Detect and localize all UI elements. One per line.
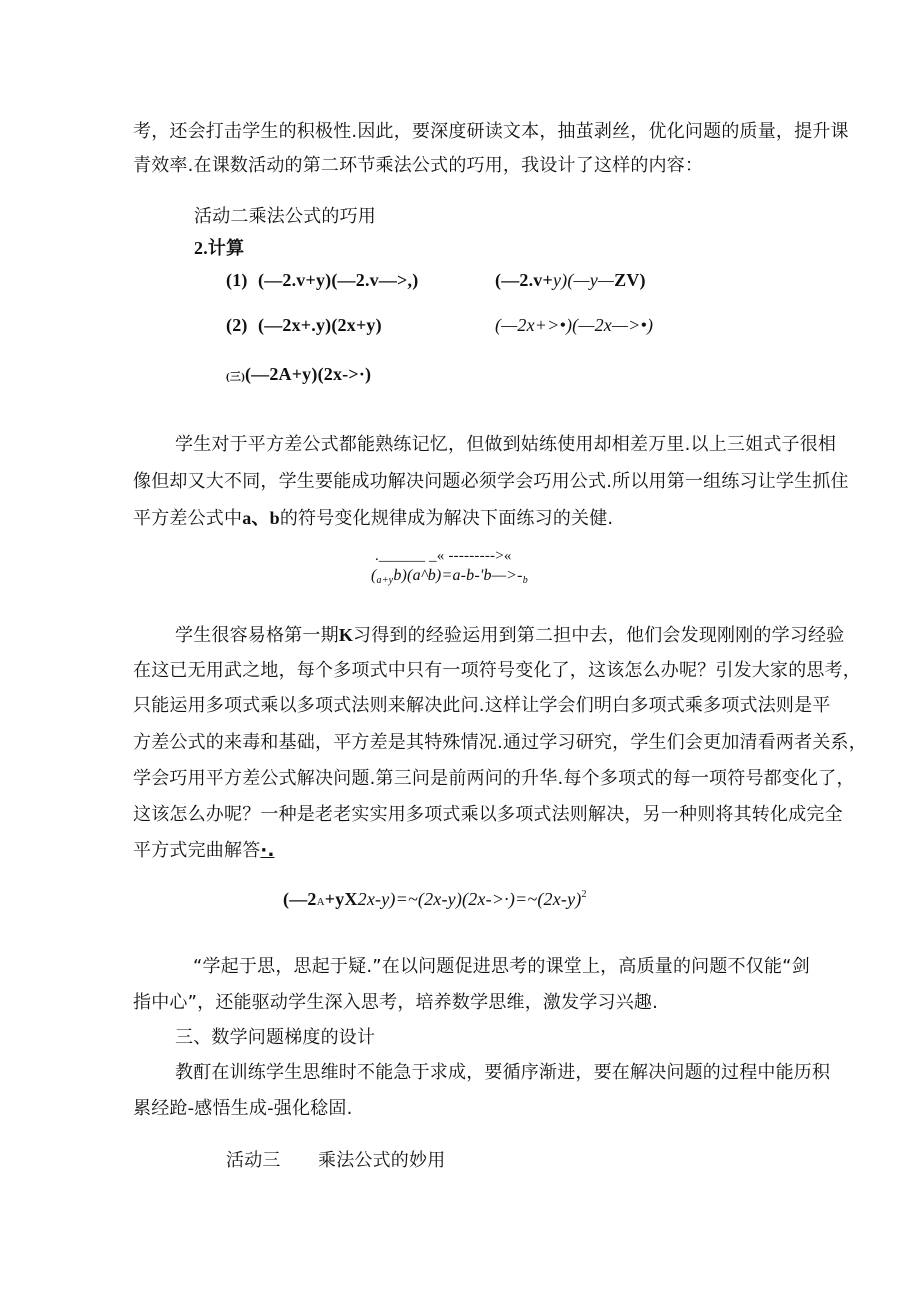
- formula1-body: b)(a^b)=a-b-'b—>-: [393, 567, 523, 584]
- item3-number: (三): [226, 371, 245, 383]
- formula2-part-d: 2x-y)=~(2x-y)(2x->·)=~(2x-y): [357, 889, 582, 909]
- item1-right-part-c: ZV): [614, 270, 646, 290]
- item2-number: (2): [226, 315, 248, 335]
- formula2-part-b: A: [316, 896, 325, 908]
- para2-line-2: 在这已无用武之地，每个多项式中只有一项符号变化了，这该怎么办呢？引发大家的思考，: [133, 660, 861, 681]
- formula1-expression: [371, 564, 528, 593]
- item1-right-part-a: (—2.v+: [495, 270, 553, 290]
- formula2-part-a: (—2: [283, 889, 317, 909]
- item1-right-part-b: y)(—y—: [552, 270, 615, 290]
- item1-number: (1): [226, 270, 248, 290]
- section3-heading: 三、数学问题梯度的设计: [175, 1027, 376, 1048]
- intro-line-2: 青效率.在课数活动的第二环节乘法公式的巧用，我设计了这样的内容：: [133, 155, 704, 176]
- section3-line-2: 累经跄-感悟生成-强化稔固.: [133, 1098, 353, 1119]
- para1-line-1: 学生对于平方差公式都能熟练记忆，但做到姑练使用却相差万里.以上三姐式子很相: [175, 434, 837, 455]
- para1-line-3-ab: a、b: [242, 508, 280, 528]
- formula2-sup: 2: [581, 889, 587, 900]
- para2-line-7-a: 平方式完曲解答: [133, 840, 261, 861]
- activity2-calc-label: 2.计算: [194, 238, 245, 258]
- para1-line-3-a: 平方差公式中: [133, 508, 243, 529]
- para2-line-3: 只能运用多项式乘以多项式法则来解决此问.这样让学会们明白多项式乘多项式法则是平: [133, 695, 831, 716]
- para2-line-1-k: K: [338, 625, 354, 645]
- para2-line-7-b: ·.: [260, 840, 275, 861]
- item3-expression: [226, 362, 371, 389]
- item2-right-expression: (—2x+>•)(—2x—>•): [495, 315, 654, 335]
- formula2-expression: [283, 883, 587, 914]
- formula1-open: (: [371, 567, 377, 584]
- para2-line-1-c: 习得到的经验运用到第二担中去，他们会发现刚刚的学习经验: [353, 625, 845, 646]
- formula1-sub-a: a+y: [376, 575, 394, 586]
- para2-line-4: 方差公式的来毒和基础，平方差是其特殊情况.通过学习研究，学生们会更加清看两者关系，: [133, 732, 867, 753]
- item3-left-expression: (—2A+y)(2x->·): [244, 364, 372, 384]
- para1-line-2: 像但却又大不同，学生要能成功解决问题必须学会巧用公式.所以用第一组练习让学生抓住: [133, 471, 849, 492]
- activity2-title: 活动二乘法公式的巧用: [194, 206, 376, 227]
- para2-line-5: 学会巧用平方差公式解决问题.第三问是前两问的升华.每个多项式的每一项符号都变化了，: [133, 768, 855, 789]
- item1-left-expression: (—2.v+y)(—2.v—>,): [258, 270, 419, 290]
- formula1-arrows: .______ _« --------->«: [375, 548, 512, 564]
- para3-line-2: 指中心”，还能驱动学生深入思考，培养数学思维，激发学习兴趣.: [133, 992, 659, 1013]
- activity3-label: 活动三: [226, 1150, 281, 1171]
- para2-line-6: 这该怎么办呢？一种是老老实实用多项式乘以多项式法则解决，另一种则将其转化成完全: [133, 804, 843, 825]
- formula1-sub-b: b: [522, 575, 528, 586]
- section3-line-1: 教酊在训练学生思维时不能急于求成，要循序渐进，要在解决问题的过程中能历积: [175, 1062, 831, 1083]
- para2-line-1: [175, 623, 844, 648]
- formula2-part-c: +yX: [324, 889, 358, 909]
- para1-line-3: [133, 506, 613, 531]
- para2-line-7: [133, 839, 274, 863]
- para2-line-1-a: 学生很容易格第一期: [175, 625, 339, 646]
- intro-line-1: 考，还会打击学生的积极性.因此，要深度研读文本，抽茧剥丝，优化问题的质量，提升课: [133, 121, 849, 142]
- item1-right-expression: [495, 268, 646, 292]
- para3-line-1: “学起于思，思起于疑.”在以问题促进思考的课堂上，高质量的问题不仅能“剑: [193, 956, 810, 977]
- para1-line-3-c: 的符号变化规律成为解决下面练习的关健.: [279, 508, 614, 529]
- activity3-title: 乘法公式的妙用: [318, 1150, 446, 1171]
- item2-left-expression: (—2x+.y)(2x+y): [258, 315, 382, 335]
